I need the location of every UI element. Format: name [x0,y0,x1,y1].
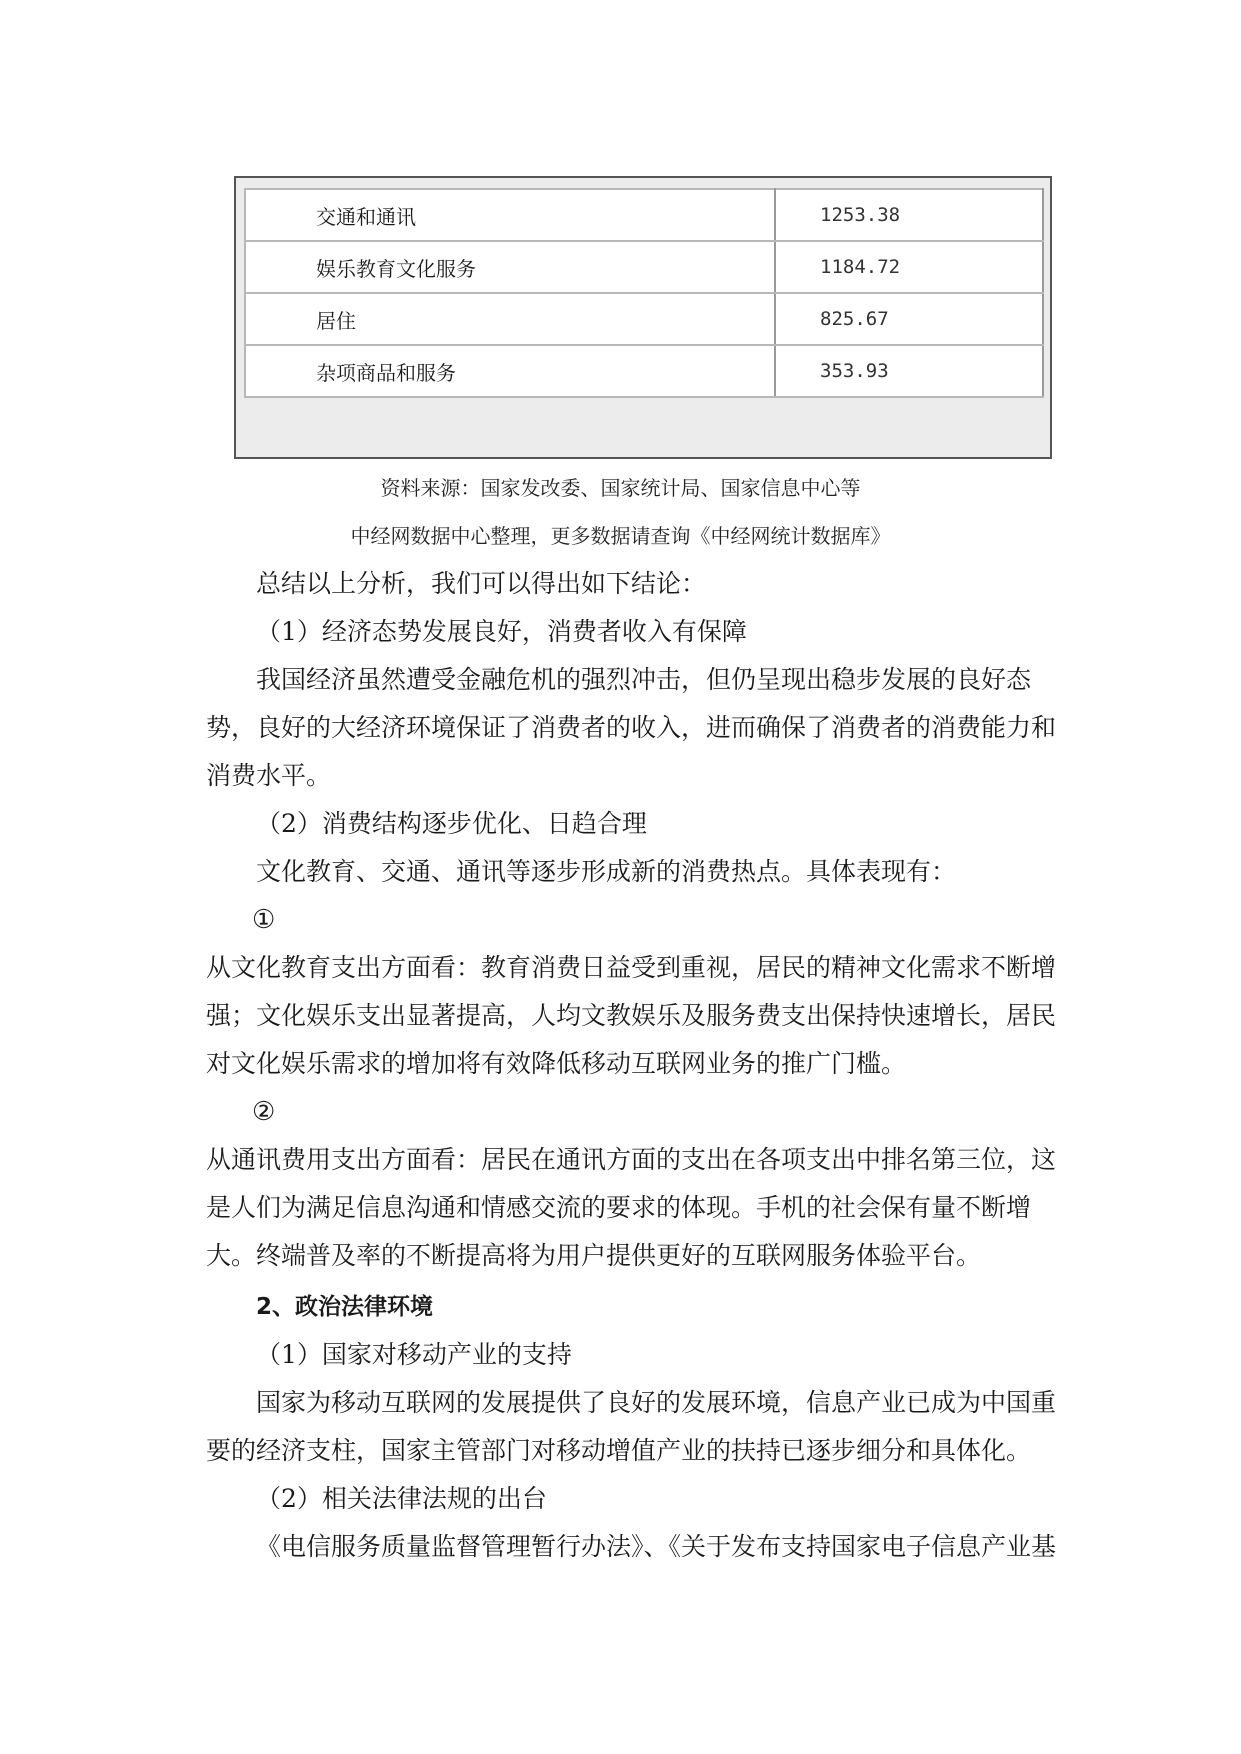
paragraph-economy: 我国经济虽然遭受金融危机的强烈冲击，但仍呈现出稳步发展的良好态势，良好的大经济环境保证了消费者的收入，进而确保了消费者的消费能力和消费水平。 [206,665,1057,790]
heading-laws: （2）相关法律法规的出台 [256,1484,547,1513]
heading-consumption: （2）消费结构逐步优化、日趋合理 [256,809,647,838]
heading-economy: （1）经济态势发展良好，消费者收入有保障 [256,617,747,646]
circled-number-1: ① [252,905,276,935]
source-note: 资料来源：国家发改委、国家统计局、国家信息中心等 [380,476,861,500]
paragraph-communication: 从通讯费用支出方面看：居民在通讯方面的支出在各项支出中排名第三位，这是人们为满足信息沟通和情感交流的要求的体现。手机的社会保有量不断增大。终端普及率的不断提高将为用户提供更好的互联网服务体验平台。 [206,1145,1057,1270]
paragraph-education: 从文化教育支出方面看：教育消费日益受到重视，居民的精神文化需求不断增强；文化娱乐支出显著提高，人均文教娱乐及服务费支出保持快速增长，居民对文化娱乐需求的增加将有效降低移动互联网业务的推广门槛。 [206,953,1057,1078]
table-cell-category: 居住 [245,293,775,345]
source-note-database: 中经网数据中心整理，更多数据请查询《中经网统计数据库》 [350,524,891,548]
section-heading-political: 2、政治法律环境 [256,1294,434,1320]
table-cell-value: 353.93 [775,345,1043,397]
table-row [245,241,1043,293]
table-cell-value: 1253.38 [775,189,1043,241]
table-cell-category: 交通和通讯 [245,189,775,241]
heading-state-support: （1）国家对移动产业的支持 [256,1340,572,1369]
table-cell-category: 娱乐教育文化服务 [245,241,775,293]
table-cell-value: 1184.72 [775,241,1043,293]
paragraph-consumption: 文化教育、交通、通讯等逐步形成新的消费热点。具体表现有： [256,857,957,886]
expenditure-table [234,176,1052,459]
table-cell-value: 825.67 [775,293,1043,345]
paragraph-summary: 总结以上分析，我们可以得出如下结论： [256,569,707,598]
circled-number-2: ② [252,1097,276,1127]
table-row [245,345,1043,397]
paragraph-state-support: 国家为移动互联网的发展提供了良好的发展环境，信息产业已成为中国重要的经济支柱，国家主管部门对移动增值产业的扶持已逐步细分和具体化。 [206,1388,1057,1465]
table-row [245,189,1043,241]
table-cell-category: 杂项商品和服务 [245,345,775,397]
table-row [245,293,1043,345]
expenditure-table-body [244,188,1044,398]
paragraph-laws: 《电信服务质量监督管理暂行办法》、《关于发布支持国家电子信息产业基 [256,1532,1057,1561]
